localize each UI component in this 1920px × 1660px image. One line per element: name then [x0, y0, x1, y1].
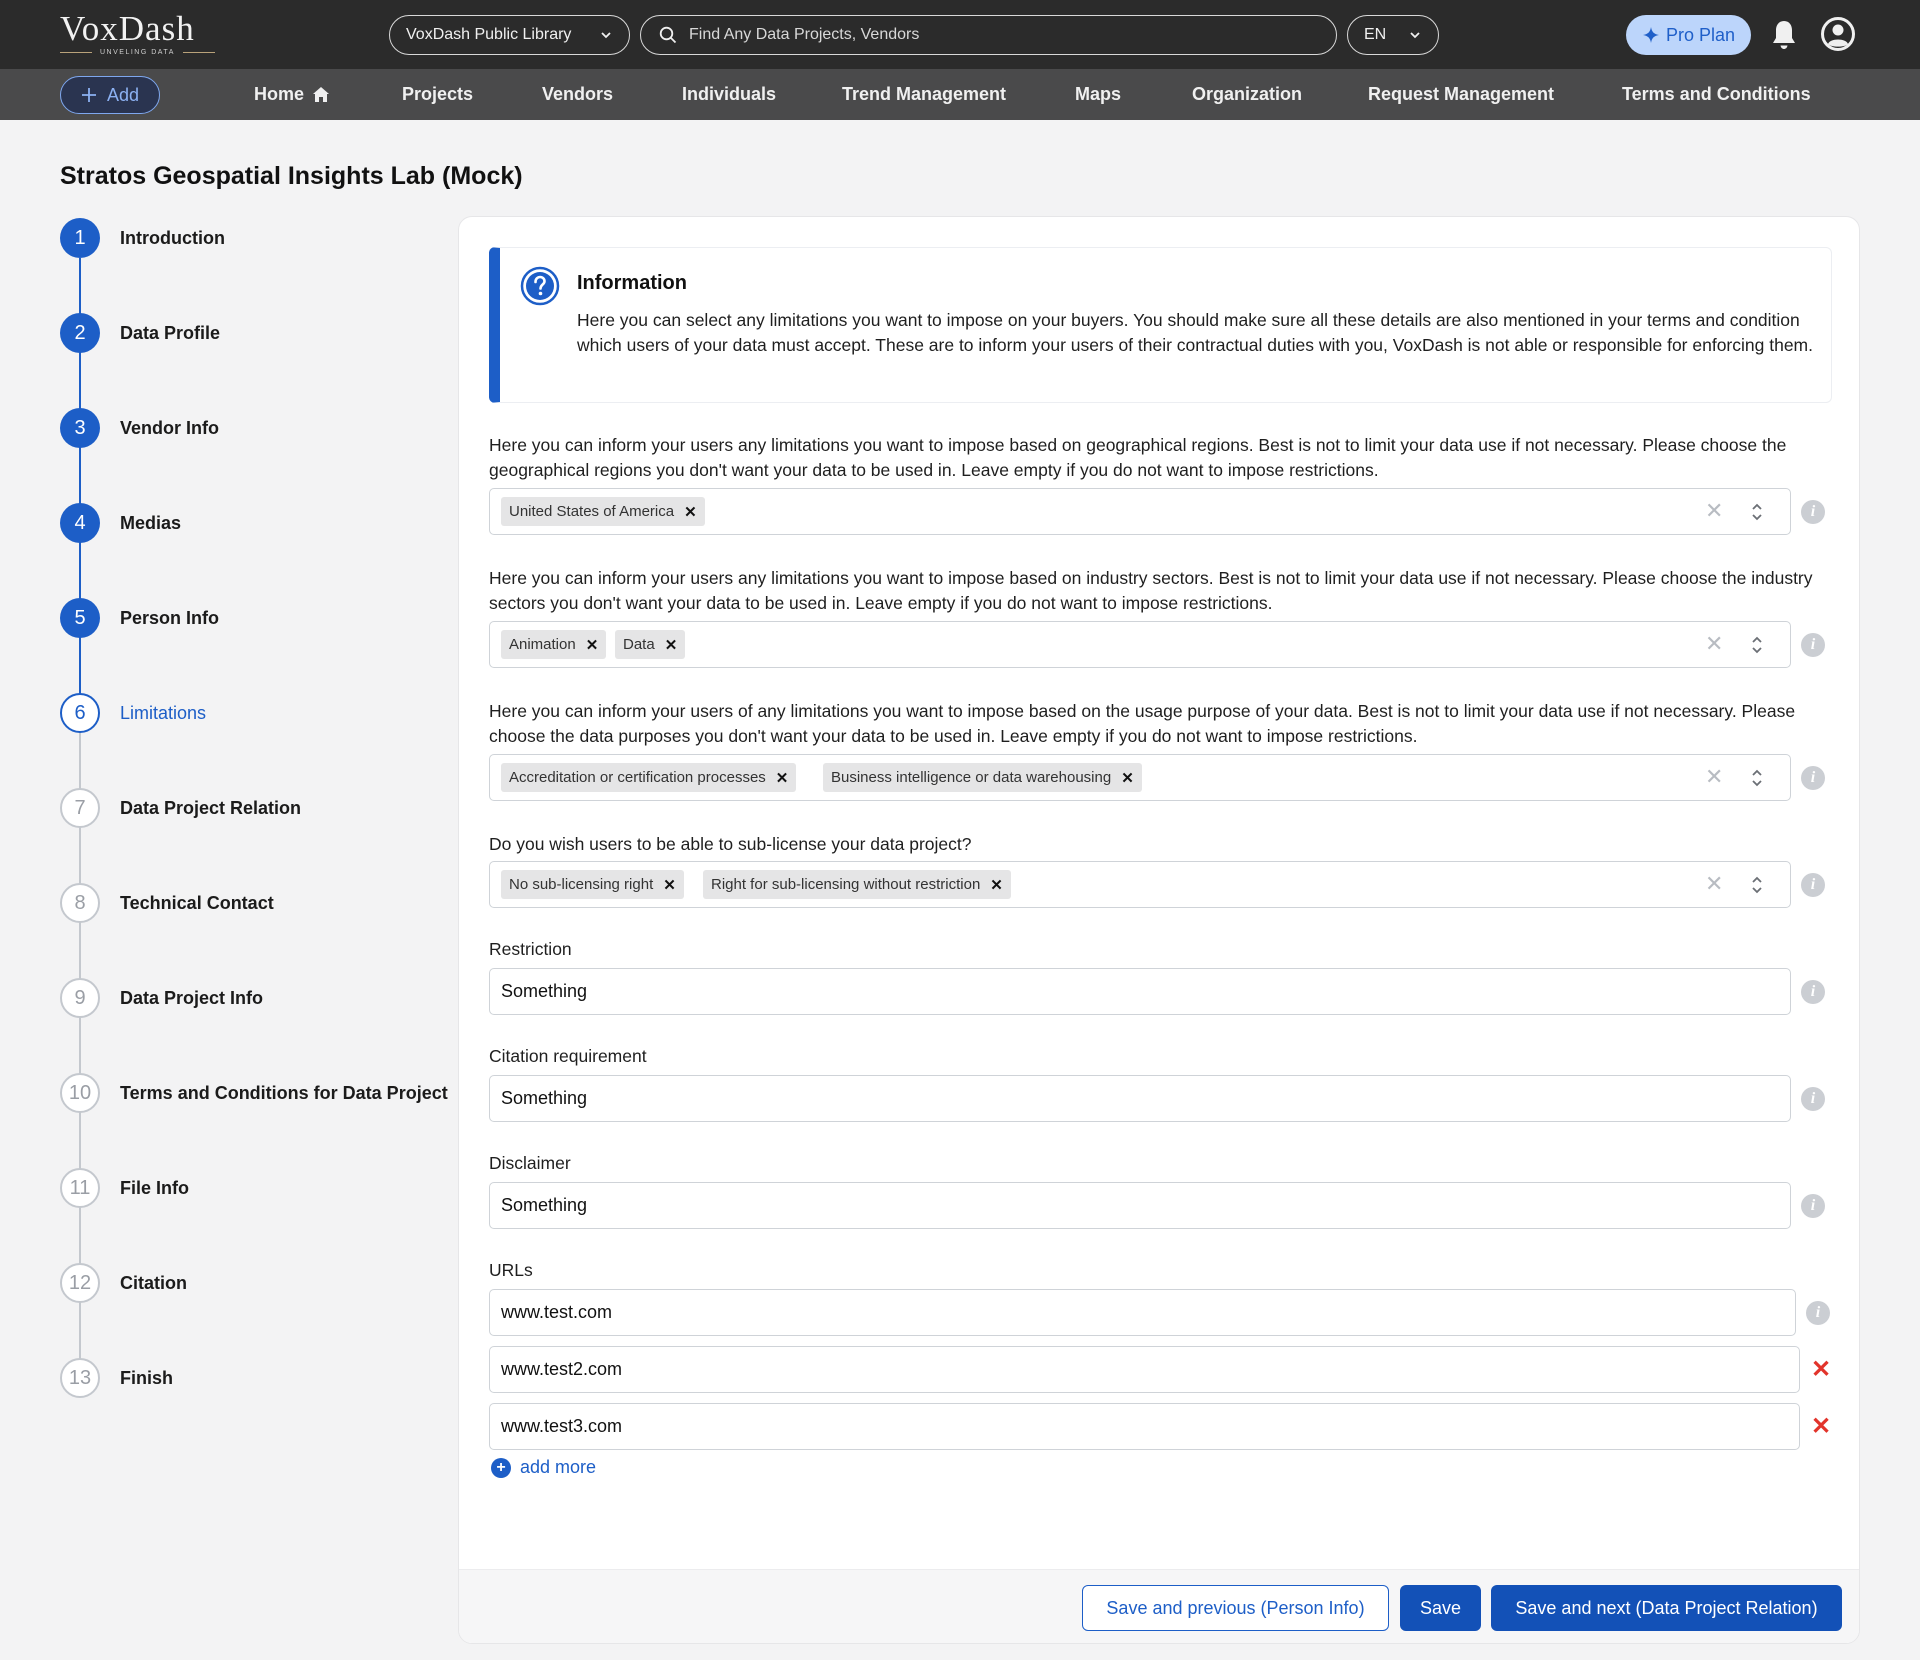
add-more-url-button[interactable] — [491, 1457, 596, 1478]
step-medias[interactable] — [60, 503, 181, 543]
step-label: Introduction — [120, 227, 225, 248]
nav-item-label: Home — [254, 84, 305, 104]
add-button-label: Add — [106, 84, 140, 105]
remove-tag-icon[interactable]: ✕ — [664, 636, 678, 654]
main-nav — [0, 69, 1920, 120]
save-button[interactable]: Save — [1400, 1585, 1481, 1631]
step-number: 8 — [60, 883, 100, 923]
limitations-form-card — [458, 216, 1860, 1644]
chevron-down-icon — [1408, 28, 1422, 42]
step-label: Data Profile — [120, 322, 221, 343]
nav-item-individuals[interactable] — [682, 69, 776, 120]
chevron-up-down-icon[interactable] — [1750, 873, 1764, 897]
restriction-input[interactable] — [489, 968, 1791, 1015]
step-vendor-info[interactable] — [60, 408, 219, 448]
geo-question: Here you can inform your users any limitations you want to impose based on geographical regions. Best is not to limit your data use if not necessary. Please choose the geographical regions you don't want your data to be used in. Leave empty if you do not want to impose restrictions. — [489, 435, 1787, 480]
url-input[interactable] — [489, 1403, 1800, 1450]
step-label: Person Info — [120, 607, 220, 628]
nav-item-vendors[interactable] — [542, 69, 613, 120]
selected-tag — [501, 497, 705, 526]
restriction-label: Restriction — [489, 939, 572, 959]
usage-purposes-multiselect[interactable] — [489, 754, 1791, 801]
question-circle-icon — [520, 266, 560, 306]
step-person-info[interactable] — [60, 598, 219, 638]
nav-item-label: Request Management — [1368, 84, 1555, 104]
step-number: 9 — [60, 978, 100, 1018]
library-select[interactable] — [389, 15, 630, 55]
brand-tagline: UNVELING DATA — [60, 49, 215, 56]
nav-item-projects[interactable] — [402, 69, 473, 120]
url-input[interactable] — [489, 1346, 1800, 1393]
remove-tag-icon[interactable]: ✕ — [1121, 769, 1134, 787]
nav-item-home[interactable] — [254, 69, 330, 120]
nav-item-label: Organization — [1192, 84, 1303, 104]
clear-selection-icon[interactable]: ✕ — [1705, 631, 1724, 656]
step-label: Medias — [120, 512, 182, 533]
search-icon — [659, 26, 677, 44]
tag-label: Animation — [509, 636, 576, 653]
nav-item-terms-and-conditions[interactable] — [1622, 69, 1811, 120]
step-label: Data Project Info — [120, 987, 264, 1008]
nav-item-maps[interactable] — [1075, 69, 1121, 120]
industry-sectors-multiselect[interactable] — [489, 621, 1791, 668]
remove-url-icon[interactable]: ✕ — [1811, 1413, 1832, 1440]
step-data-project-info[interactable] — [60, 978, 263, 1018]
nav-item-label: Projects — [402, 84, 474, 104]
nav-item-label: Individuals — [682, 84, 777, 104]
nav-item-label: Vendors — [542, 84, 614, 104]
industry-question: Here you can inform your users any limitations you want to impose based on industry sectors. Best is not to limit your data use if not necessary. Please choose the industry sectors you don't want your data to be used in. Leave empty if you do not want to impose restrictions. — [489, 568, 1813, 613]
step-number: 4 — [60, 503, 100, 543]
clear-selection-icon[interactable]: ✕ — [1705, 764, 1724, 789]
step-limitations[interactable] — [60, 693, 206, 733]
nav-item-request-management[interactable] — [1368, 69, 1554, 120]
remove-tag-icon[interactable]: ✕ — [585, 636, 599, 654]
info-icon[interactable]: i — [1801, 980, 1825, 1004]
search-box[interactable] — [640, 15, 1337, 55]
chevron-up-down-icon[interactable] — [1750, 500, 1764, 524]
step-terms-and-conditions[interactable] — [60, 1073, 448, 1113]
step-label: Data Project Relation — [120, 797, 302, 818]
remove-tag-icon[interactable]: ✕ — [990, 876, 1003, 894]
purpose-question: Here you can inform your users of any limitations you want to impose based on the usage purpose of your data. Best is not to limit your data use if not necessary. Please choose the data purposes you don't want your data to be used in. Leave empty if you do not want to impose restrictions. — [489, 701, 1796, 746]
step-label: File Info — [120, 1177, 189, 1198]
step-number: 6 — [60, 693, 100, 733]
selected-tag — [615, 630, 685, 659]
nav-item-label: Maps — [1075, 84, 1122, 104]
pro-plan-button[interactable] — [1626, 15, 1751, 55]
step-number: 2 — [60, 313, 100, 353]
remove-tag-icon[interactable]: ✕ — [663, 876, 676, 894]
step-label: Finish — [120, 1367, 173, 1388]
tag-label: United States of America — [509, 503, 675, 520]
tag-label: Data — [623, 636, 655, 653]
step-number: 1 — [60, 218, 100, 258]
step-number: 12 — [60, 1263, 100, 1303]
save-and-previous-button[interactable]: Save and previous (Person Info) — [1082, 1585, 1389, 1631]
step-label: Limitations — [120, 702, 207, 723]
plus-circle-icon: + — [491, 1458, 511, 1478]
step-data-profile[interactable] — [60, 313, 220, 353]
brand-name: VoxDash — [60, 9, 195, 48]
save-and-next-button[interactable]: Save and next (Data Project Relation) — [1491, 1585, 1842, 1631]
clear-selection-icon[interactable]: ✕ — [1705, 871, 1724, 896]
brand-logo[interactable] — [60, 10, 215, 56]
tag-label: Accreditation or certification processes — [509, 769, 766, 786]
clear-selection-icon[interactable]: ✕ — [1705, 498, 1724, 523]
citation-requirement-label: Citation requirement — [489, 1046, 647, 1066]
citation-requirement-input[interactable] — [489, 1075, 1791, 1122]
nav-item-label: Trend Management — [842, 84, 1007, 104]
info-icon[interactable]: i — [1801, 766, 1825, 790]
selected-tag — [501, 763, 796, 792]
step-label: Terms and Conditions for Data Project — [120, 1082, 448, 1103]
info-icon[interactable]: i — [1801, 873, 1825, 897]
urls-label: URLs — [489, 1260, 533, 1280]
info-icon[interactable]: i — [1801, 633, 1825, 657]
step-introduction[interactable] — [60, 218, 225, 258]
info-icon[interactable]: i — [1801, 1087, 1825, 1111]
nav-item-organization[interactable] — [1192, 69, 1302, 120]
step-number: 3 — [60, 408, 100, 448]
add-button[interactable] — [60, 76, 160, 114]
info-icon[interactable]: i — [1801, 1194, 1825, 1218]
tag-label: Right for sub-licensing without restriction — [711, 876, 981, 893]
selected-tag — [501, 630, 606, 659]
chevron-down-icon — [599, 28, 613, 42]
sparkle-icon — [1642, 26, 1660, 44]
step-technical-contact[interactable] — [60, 883, 274, 923]
library-select-value: VoxDash Public Library — [406, 26, 572, 43]
step-data-project-relation[interactable] — [60, 788, 301, 828]
add-more-label: add more — [520, 1457, 597, 1477]
information-text: Here you can select any limitations you want to impose on your buyers. You should make sure all these details are also mentioned in your terms and condition which users of your data must accept. These are to inform your users of their contractual duties with you, VoxDash is not able or responsible for enforcing them. — [577, 310, 1813, 355]
user-avatar-icon[interactable] — [1821, 17, 1855, 51]
nav-item-trend-management[interactable] — [842, 69, 1006, 120]
chevron-up-down-icon[interactable] — [1750, 766, 1764, 790]
selected-tag — [703, 870, 1011, 899]
step-number: 13 — [60, 1358, 100, 1398]
step-file-info[interactable] — [60, 1168, 189, 1208]
step-number: 11 — [60, 1168, 100, 1208]
home-icon — [312, 86, 330, 103]
step-label: Vendor Info — [120, 417, 219, 438]
info-icon[interactable]: i — [1801, 500, 1825, 524]
chevron-up-down-icon[interactable] — [1750, 633, 1764, 657]
step-finish[interactable] — [60, 1358, 173, 1398]
step-label: Citation — [120, 1272, 187, 1293]
geo-regions-multiselect[interactable] — [489, 488, 1791, 535]
disclaimer-input[interactable] — [489, 1182, 1791, 1229]
language-value: EN — [1364, 26, 1387, 43]
selected-tag — [823, 763, 1142, 792]
language-select[interactable] — [1347, 15, 1439, 55]
sublicense-question: Do you wish users to be able to sub-license your data project? — [489, 834, 972, 854]
disclaimer-label: Disclaimer — [489, 1153, 571, 1173]
selected-tag — [501, 870, 684, 899]
sublicense-multiselect[interactable] — [489, 861, 1791, 908]
information-callout — [489, 247, 1832, 403]
step-number: 7 — [60, 788, 100, 828]
step-label: Technical Contact — [120, 892, 274, 913]
info-icon[interactable]: i — [1806, 1301, 1830, 1325]
top-bar — [0, 0, 1920, 69]
page-title: Stratos Geospatial Insights Lab (Mock) — [60, 162, 523, 190]
step-number: 5 — [60, 598, 100, 638]
remove-url-icon[interactable]: ✕ — [1811, 1356, 1832, 1383]
step-number: 10 — [60, 1073, 100, 1113]
pro-plan-label: Pro Plan — [1665, 24, 1736, 45]
nav-item-label: Terms and Conditions — [1622, 84, 1811, 104]
plus-icon — [81, 87, 97, 103]
remove-tag-icon[interactable]: ✕ — [775, 769, 789, 787]
notifications-bell-icon[interactable] — [1770, 19, 1798, 51]
tag-label: Business intelligence or data warehousing — [831, 769, 1112, 786]
search-input[interactable] — [689, 26, 1289, 44]
remove-tag-icon[interactable]: ✕ — [684, 503, 697, 521]
step-citation[interactable] — [60, 1263, 187, 1303]
tag-label: No sub-licensing right — [509, 876, 654, 893]
url-input[interactable] — [489, 1289, 1796, 1336]
information-title: Information — [577, 272, 687, 294]
